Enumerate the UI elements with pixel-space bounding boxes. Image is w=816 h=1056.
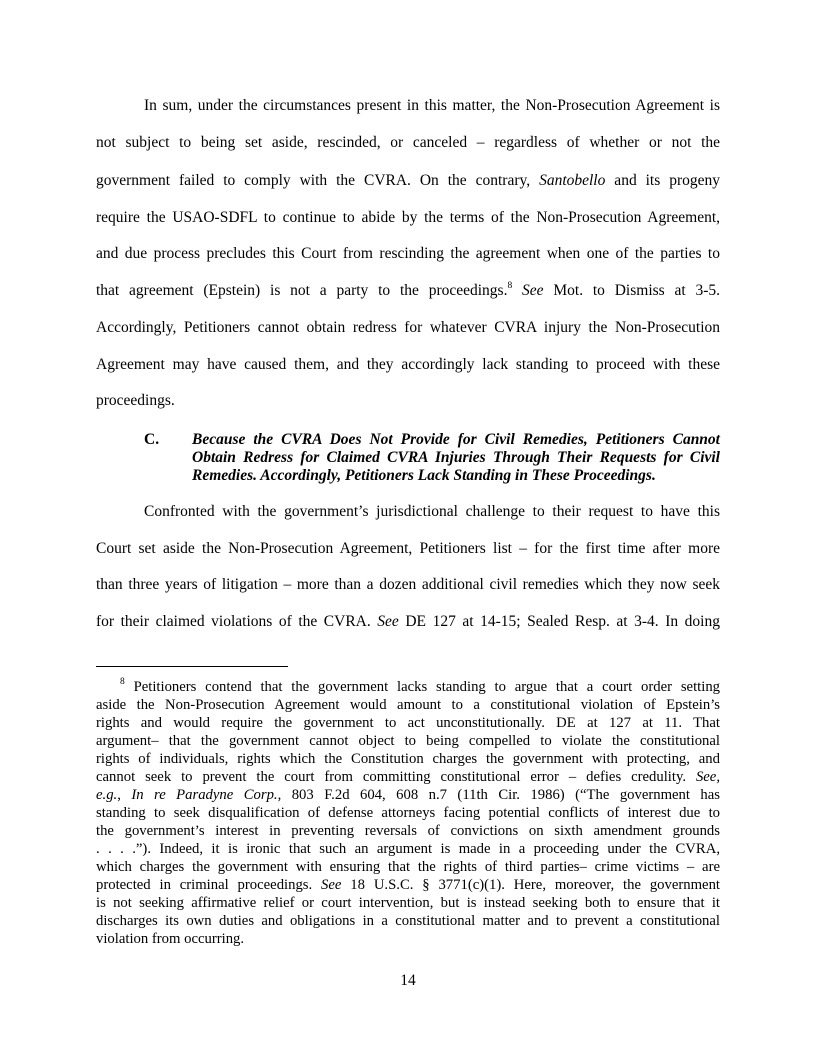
footnote-line-12 xyxy=(96,876,720,894)
footnote-line-14: discharges its own duties and obligations in a constitutional matter and to prevent a constitutional xyxy=(96,913,720,929)
paragraph-2-line-3: than three years of litigation – more than a dozen additional civil remedies which they now seek xyxy=(96,576,720,593)
footnote-line-8: standing to seek disqualification of defense attorneys facing potential conflicts of interest due to xyxy=(96,805,720,821)
text-run: for their claimed violations of the CVRA. xyxy=(96,613,378,630)
text-run: cannot seek to prevent the court from committing constitutional error – defies credulity. xyxy=(96,769,696,785)
page-number: 14 xyxy=(400,972,416,989)
paragraph-1-line-5: and due process precludes this Court from rescinding the agreement when one of the parties to xyxy=(96,245,720,262)
footnote-line-3: rights and would require the government to act unconstitutionally. DE at 127 at 11. That xyxy=(96,715,720,731)
paragraph-1-line-3 xyxy=(96,172,720,190)
paragraph-1-line-9: proceedings. xyxy=(96,392,175,409)
footnote-line-13: is not seeking affirmative relief or court intervention, but is instead seeking both to ensure that it xyxy=(96,895,720,911)
section-heading-line-3: Remedies. Accordingly, Petitioners Lack Standing in These Proceedings. xyxy=(192,467,656,484)
case-name-italic: Santobello xyxy=(539,172,606,189)
footnote-line-9: the government’s interest in preventing reversals of convictions on sixth amendment grounds xyxy=(96,823,720,839)
signal-italic: e.g. xyxy=(96,787,118,803)
text-run: DE 127 at 14-15; Sealed Resp. at 3-4. In doing xyxy=(398,613,720,630)
footnote-number: 8 xyxy=(120,677,125,688)
paragraph-2-line-4 xyxy=(96,613,720,631)
text-run: government failed to comply with the CVRA. On the contrary, xyxy=(96,172,540,189)
paragraph-1-line-7: Accordingly, Petitioners cannot obtain redress for whatever CVRA injury the Non-Prosecution xyxy=(96,319,720,336)
footnote-reference: 8 xyxy=(507,280,513,291)
footnote-line-10: . . . .”). Indeed, it is ironic that such an argument is made in a proceeding under the CVRA, xyxy=(96,841,720,857)
text-run: , xyxy=(117,787,132,803)
footnote-line-2: aside the Non-Prosecution Agreement would amount to a constitutional violation of Epstein’s xyxy=(96,697,720,713)
paragraph-2-line-2: Court set aside the Non-Prosecution Agreement, Petitioners list – for the first time after more xyxy=(96,540,720,557)
text-run: , 803 F.2d 604, 608 n.7 (11th Cir. 1986) (“The government has xyxy=(277,787,720,803)
signal-italic: See, xyxy=(695,769,720,785)
footnote-line-15: violation from occurring. xyxy=(96,931,245,947)
text-run: protected in criminal proceedings. xyxy=(96,877,322,893)
text-run: and its progeny xyxy=(605,172,720,189)
section-heading-line-2: Obtain Redress for Claimed CVRA Injuries Through Their Requests for Civil xyxy=(192,449,720,466)
text-run: 18 U.S.C. § 3771(c)(1). Here, moreover, the government xyxy=(341,877,720,893)
text-run: Petitioners contend that the government lacks standing to argue that a court order setting xyxy=(133,679,721,695)
footnote-line-1 xyxy=(120,678,720,696)
footnote-line-7 xyxy=(96,786,720,804)
paragraph-1-line-4: require the USAO-SDFL to continue to abide by the terms of the Non-Prosecution Agreement, xyxy=(96,209,720,226)
signal-italic: See xyxy=(321,877,342,893)
footnote-line-6 xyxy=(96,768,720,786)
case-name-italic: In re Paradyne Corp. xyxy=(131,787,278,803)
footnote-line-5: rights of individuals, rights which the Constitution charges the government with protecting, and xyxy=(96,751,720,767)
paragraph-1-line-8: Agreement may have caused them, and they accordingly lack standing to proceed with these xyxy=(96,356,720,373)
footnote-line-11: which charges the government with ensuring that the rights of third parties– crime victims – are xyxy=(96,859,720,875)
paragraph-1-line-2: not subject to being set aside, rescinded, or canceled – regardless of whether or not the xyxy=(96,134,720,151)
footnote-line-4: argument– that the government cannot object to being compelled to violate the constitutional xyxy=(96,733,720,749)
section-heading-line-1: Because the CVRA Does Not Provide for Civil Remedies, Petitioners Cannot xyxy=(192,431,720,448)
paragraph-1-line-6 xyxy=(96,282,720,300)
section-heading-letter: C. xyxy=(144,431,160,448)
paragraph-1-line-1: In sum, under the circumstances present in this matter, the Non-Prosecution Agreement is xyxy=(144,97,720,114)
text-run: that agreement (Epstein) is not a party to the proceedings. xyxy=(96,282,508,299)
signal-italic: See xyxy=(522,282,544,299)
footnote-separator xyxy=(96,666,288,667)
paragraph-2-line-1: Confronted with the government’s jurisdictional challenge to their request to have this xyxy=(144,503,720,520)
signal-italic: See xyxy=(377,613,399,630)
text-run: Mot. to Dismiss at 3-5. xyxy=(543,282,721,299)
